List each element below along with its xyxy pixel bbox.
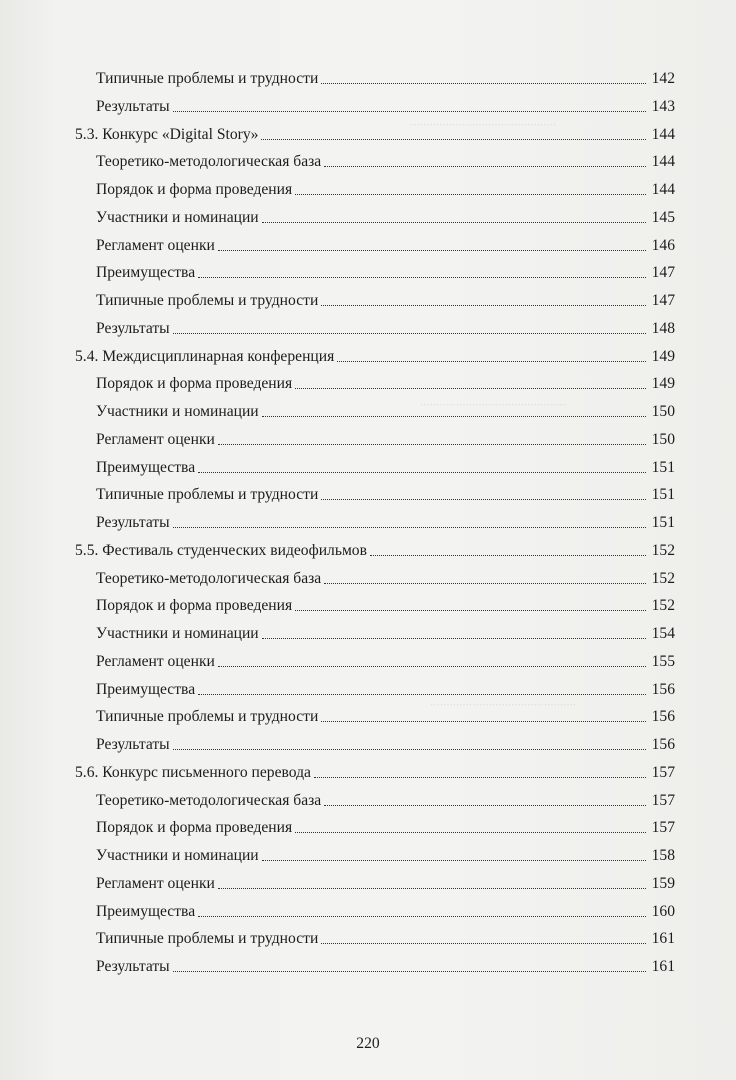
toc-entry-title: Типичные проблемы и трудности: [96, 292, 319, 309]
toc-entry-page-number: 145: [651, 208, 675, 226]
toc-entry-title: Преимущества: [96, 902, 196, 920]
toc-entry-title: Результаты: [96, 736, 170, 753]
toc-entry-page-number: 143: [651, 97, 675, 115]
toc-entry-title: Регламент оценки: [96, 236, 215, 254]
toc-subentry[interactable]: [96, 451, 675, 477]
toc-subentry[interactable]: [96, 173, 675, 199]
dot-leader: [295, 193, 645, 195]
dot-leader: [262, 221, 646, 223]
toc-entry-title: 5.4. Междисциплинарная конференция: [75, 347, 335, 365]
dot-leader: [198, 693, 645, 695]
bleed-through-text: .............................................: [420, 401, 567, 416]
toc-entry-page-number: 156: [651, 736, 675, 753]
toc-subentry[interactable]: [96, 145, 675, 171]
toc-section-entry[interactable]: [75, 756, 675, 782]
toc-subentry[interactable]: [96, 895, 675, 921]
toc-entry-page-number: 150: [651, 403, 675, 420]
toc-entry-title: Теоретико-методологическая база: [96, 569, 322, 587]
dot-leader: [321, 942, 645, 944]
toc-entry-title: Порядок и форма проведения: [96, 597, 293, 615]
toc-entry-page-number: 144: [651, 181, 675, 198]
dot-leader: [198, 471, 645, 473]
toc-entry-page-number: 155: [651, 652, 675, 670]
toc-subentry[interactable]: [96, 62, 675, 88]
toc-entry-title: Результаты: [96, 514, 170, 531]
toc-entry-title: Участники и номинации: [96, 403, 259, 420]
toc-entry-title: Теоретико-методологическая база: [96, 791, 322, 809]
dot-leader: [321, 720, 645, 722]
bleed-through-text: .............................................: [430, 701, 577, 716]
toc-entry-title: Типичные проблемы и трудности: [96, 930, 319, 948]
toc-entry-page-number: 157: [651, 763, 675, 781]
toc-subentry[interactable]: [96, 201, 675, 227]
toc-entry-page-number: 150: [651, 430, 675, 448]
toc-entry-title: Типичные проблемы и трудности: [96, 70, 319, 87]
dot-leader: [321, 82, 645, 84]
toc-subentry[interactable]: [96, 562, 675, 588]
dot-leader: [173, 110, 646, 112]
dot-leader: [314, 776, 646, 778]
toc-entry-page-number: 161: [651, 958, 675, 975]
toc-section-entry[interactable]: [75, 118, 675, 144]
toc-subentry[interactable]: [96, 839, 675, 865]
toc-section-entry[interactable]: [75, 534, 675, 560]
toc-entry-page-number: 161: [651, 930, 675, 948]
dot-leader: [295, 387, 645, 389]
toc-subentry[interactable]: [96, 922, 675, 948]
toc-entry-page-number: 160: [651, 902, 675, 920]
dot-leader: [321, 304, 645, 306]
toc-entry-page-number: 147: [651, 264, 675, 282]
dot-leader: [218, 249, 646, 251]
toc-subentry[interactable]: [96, 700, 675, 726]
toc-subentry[interactable]: [96, 284, 675, 310]
toc-entry-title: 5.6. Конкурс письменного перевода: [75, 763, 311, 781]
toc-entry-page-number: 151: [651, 514, 675, 531]
toc-entry-page-number: 142: [651, 70, 675, 87]
dot-leader: [173, 748, 646, 750]
page-number: 220: [356, 1035, 380, 1052]
toc-entry-title: Участники и номинации: [96, 208, 259, 226]
toc-subentry[interactable]: [96, 395, 675, 421]
toc-entry-title: Типичные проблемы и трудности: [96, 708, 319, 726]
toc-entry-page-number: 156: [651, 680, 675, 698]
toc-entry-title: Преимущества: [96, 680, 196, 698]
dot-leader: [324, 804, 645, 806]
toc-entry-title: Преимущества: [96, 264, 196, 282]
bleed-through-text: .............................................: [410, 121, 557, 136]
toc-subentry[interactable]: [96, 617, 675, 643]
toc-subentry[interactable]: [96, 784, 675, 810]
toc-section-entry[interactable]: [75, 340, 675, 366]
toc-entry-page-number: 151: [651, 458, 675, 476]
dot-leader: [173, 332, 646, 334]
toc-entry-page-number: 157: [651, 791, 675, 809]
toc-entry-page-number: 149: [651, 347, 675, 365]
toc-entry-page-number: 152: [651, 597, 675, 615]
dot-leader: [173, 526, 646, 528]
toc-entry-title: Регламент оценки: [96, 430, 215, 448]
dot-leader: [218, 443, 646, 445]
toc-entry-title: Регламент оценки: [96, 874, 215, 892]
toc-subentry[interactable]: [96, 673, 675, 699]
toc-subentry[interactable]: [96, 728, 675, 754]
dot-leader: [370, 554, 646, 556]
dot-leader: [321, 498, 645, 500]
toc-entry-page-number: 159: [651, 874, 675, 892]
toc-entry-title: Результаты: [96, 97, 170, 115]
toc-entry-page-number: 151: [651, 486, 675, 504]
toc-entry-page-number: 157: [651, 819, 675, 837]
toc-entry-title: Теоретико-методологическая база: [96, 153, 322, 171]
toc-subentry[interactable]: [96, 423, 675, 449]
toc-entry-page-number: 144: [651, 125, 675, 143]
toc-subentry[interactable]: [96, 950, 675, 976]
toc-entry-title: Порядок и форма проведения: [96, 819, 293, 837]
dot-leader: [295, 609, 645, 611]
dot-leader: [218, 887, 646, 889]
toc-entry-page-number: 144: [651, 153, 675, 171]
dot-leader: [337, 360, 645, 362]
dot-leader: [198, 915, 645, 917]
dot-leader: [262, 859, 646, 861]
toc-entry-title: Типичные проблемы и трудности: [96, 486, 319, 504]
dot-leader: [173, 970, 646, 972]
dot-leader: [295, 831, 645, 833]
toc-entry-title: 5.3. Конкурс «Digital Story»: [75, 125, 259, 143]
toc-subentry[interactable]: [96, 367, 675, 393]
toc-entry-title: Преимущества: [96, 458, 196, 476]
dot-leader: [324, 582, 645, 584]
toc-entry-page-number: 158: [651, 847, 675, 864]
toc-entry-page-number: 152: [651, 541, 675, 559]
toc-subentry[interactable]: [96, 645, 675, 671]
toc-subentry[interactable]: [96, 256, 675, 282]
dot-leader: [261, 138, 645, 140]
toc-subentry[interactable]: [96, 811, 675, 837]
toc-entry-page-number: 152: [651, 569, 675, 587]
toc-entry-page-number: 148: [651, 319, 675, 337]
toc-entry-title: Участники и номинации: [96, 847, 259, 864]
dot-leader: [262, 637, 646, 639]
dot-leader: [324, 165, 645, 167]
toc-entry-page-number: 156: [651, 708, 675, 726]
dot-leader: [218, 665, 646, 667]
toc-entry-title: Порядок и форма проведения: [96, 375, 293, 393]
toc-entry-title: Порядок и форма проведения: [96, 181, 293, 198]
dot-leader: [262, 415, 646, 417]
toc-subentry[interactable]: [96, 312, 675, 338]
toc-subentry[interactable]: [96, 589, 675, 615]
toc-entry-page-number: 146: [651, 236, 675, 254]
toc-entry-page-number: 154: [651, 625, 675, 642]
toc-subentry[interactable]: [96, 506, 675, 532]
toc-entry-title: Результаты: [96, 319, 170, 337]
toc-entry-title: Участники и номинации: [96, 625, 259, 642]
toc-subentry[interactable]: [96, 229, 675, 255]
toc-subentry[interactable]: [96, 867, 675, 893]
toc-entry-title: Результаты: [96, 958, 170, 975]
dot-leader: [198, 276, 645, 278]
toc-entry-title: 5.5. Фестиваль студенческих видеофильмов: [75, 541, 367, 559]
toc-entry-page-number: 147: [651, 292, 675, 309]
toc-subentry[interactable]: [96, 478, 675, 504]
toc-subentry[interactable]: [96, 90, 675, 116]
toc-entry-page-number: 149: [651, 375, 675, 393]
toc-entry-title: Регламент оценки: [96, 652, 215, 670]
